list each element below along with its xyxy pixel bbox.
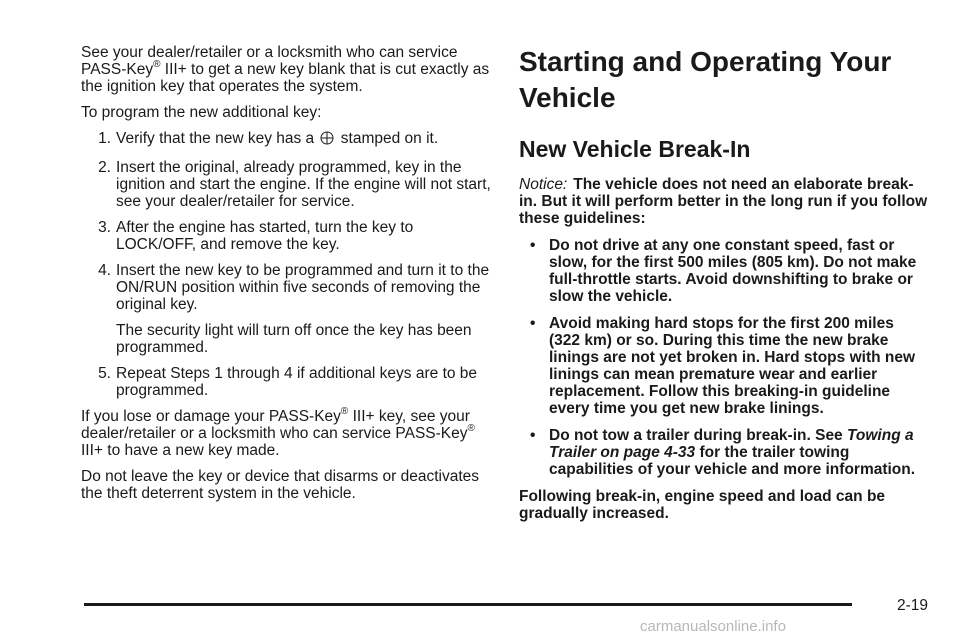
programming-steps <box>81 130 491 399</box>
step-text: After the engine has started, turn the key to LOCK/OFF, and remove the key. <box>116 219 414 253</box>
watermark: carmanualsonline.info <box>640 618 786 635</box>
right-column <box>519 44 929 522</box>
guideline-item <box>519 315 929 417</box>
closing-paragraph: Following break-in, engine speed and load can be gradually increased. <box>519 488 886 522</box>
step-text: Verify that the new key has a <box>116 130 319 147</box>
guideline-list <box>519 237 929 478</box>
registered-mark: ® <box>340 405 349 417</box>
intro-paragraph <box>81 44 491 95</box>
step-number: 4. <box>98 262 111 279</box>
footer-rule <box>84 603 852 606</box>
bullet-icon: • <box>530 315 536 332</box>
step-text-end: stamped on it. <box>336 130 439 147</box>
warning-paragraph: Do not leave the key or device that disarms or deactivates the theft deterrent system in the vehicle. <box>81 468 480 502</box>
bullet-icon: • <box>530 237 536 254</box>
guideline-item <box>519 237 929 305</box>
step-text: Insert the new key to be programmed and turn it to the ON/RUN position within five seconds of removing the original key. <box>116 262 490 313</box>
registered-mark: ® <box>153 58 161 70</box>
section-title: Starting and Operating Your Vehicle <box>519 46 892 113</box>
step-item <box>81 262 491 356</box>
page-number: 2-19 <box>896 597 928 614</box>
step-number: 3. <box>98 219 111 236</box>
step-text: Repeat Steps 1 through 4 if additional keys are to be programmed. <box>116 365 478 399</box>
lost-text-c: III+ to have a new key made. <box>81 442 280 459</box>
guideline-text-end: for the trailer towing capabilities of your vehicle and more information. <box>549 444 916 478</box>
notice-paragraph <box>519 176 929 227</box>
step-item <box>81 365 491 399</box>
registered-mark: ® <box>467 422 475 434</box>
step-number: 2. <box>98 159 111 176</box>
key-symbol-icon <box>320 130 334 150</box>
guideline-item <box>519 427 929 478</box>
step-item <box>81 159 491 210</box>
lost-text-b: III+ key, see your dealer/retailer or a locksmith who can service PASS-Key <box>81 408 470 442</box>
step-item <box>81 219 491 253</box>
page-reference-link[interactable]: Towing a Trailer on page 4-33 <box>549 427 914 461</box>
lost-key-paragraph <box>81 405 491 459</box>
step-subnote: The security light will turn off once the key has been programmed. <box>116 322 472 356</box>
intro-text-rest: III+ to get a new key blank that is cut exactly as the ignition key that operates the system. <box>81 61 490 95</box>
step-number: 5. <box>98 365 111 382</box>
step-number: 1. <box>98 130 111 147</box>
step-item <box>81 130 491 150</box>
program-lead: To program the new additional key: <box>81 104 322 121</box>
notice-label: Notice: <box>519 176 568 193</box>
intro-text: See your dealer/retailer or a locksmith who can service PASS-Key <box>81 44 458 78</box>
guideline-text: Do not drive at any one constant speed, fast or slow, for the first 500 miles (805 km). Do not make full-throttle starts. Avoid downshifting to brake or slow the vehicle. <box>549 237 917 305</box>
left-column <box>81 44 491 511</box>
guideline-text: Avoid making hard stops for the first 200 miles (322 km) or so. During this time the new brake linings are not yet broken in. Hard stops with new linings can mean premature wear and earlier replacement. Follow this breaking-in guideline every time you get new brake linings. <box>549 315 916 417</box>
step-text: Insert the original, already programmed, key in the ignition and start the engine. If the engine will not start, see your dealer/retailer for service. <box>116 159 491 210</box>
guideline-text: Do not tow a trailer during break-in. See <box>549 427 847 444</box>
lost-text-a: If you lose or damage your PASS-Key <box>81 408 341 425</box>
subsection-title: New Vehicle Break-In <box>519 136 751 162</box>
bullet-icon: • <box>530 427 536 444</box>
notice-text: The vehicle does not need an elaborate break-in. But it will perform better in the long run if you follow these guidelines: <box>519 176 928 227</box>
